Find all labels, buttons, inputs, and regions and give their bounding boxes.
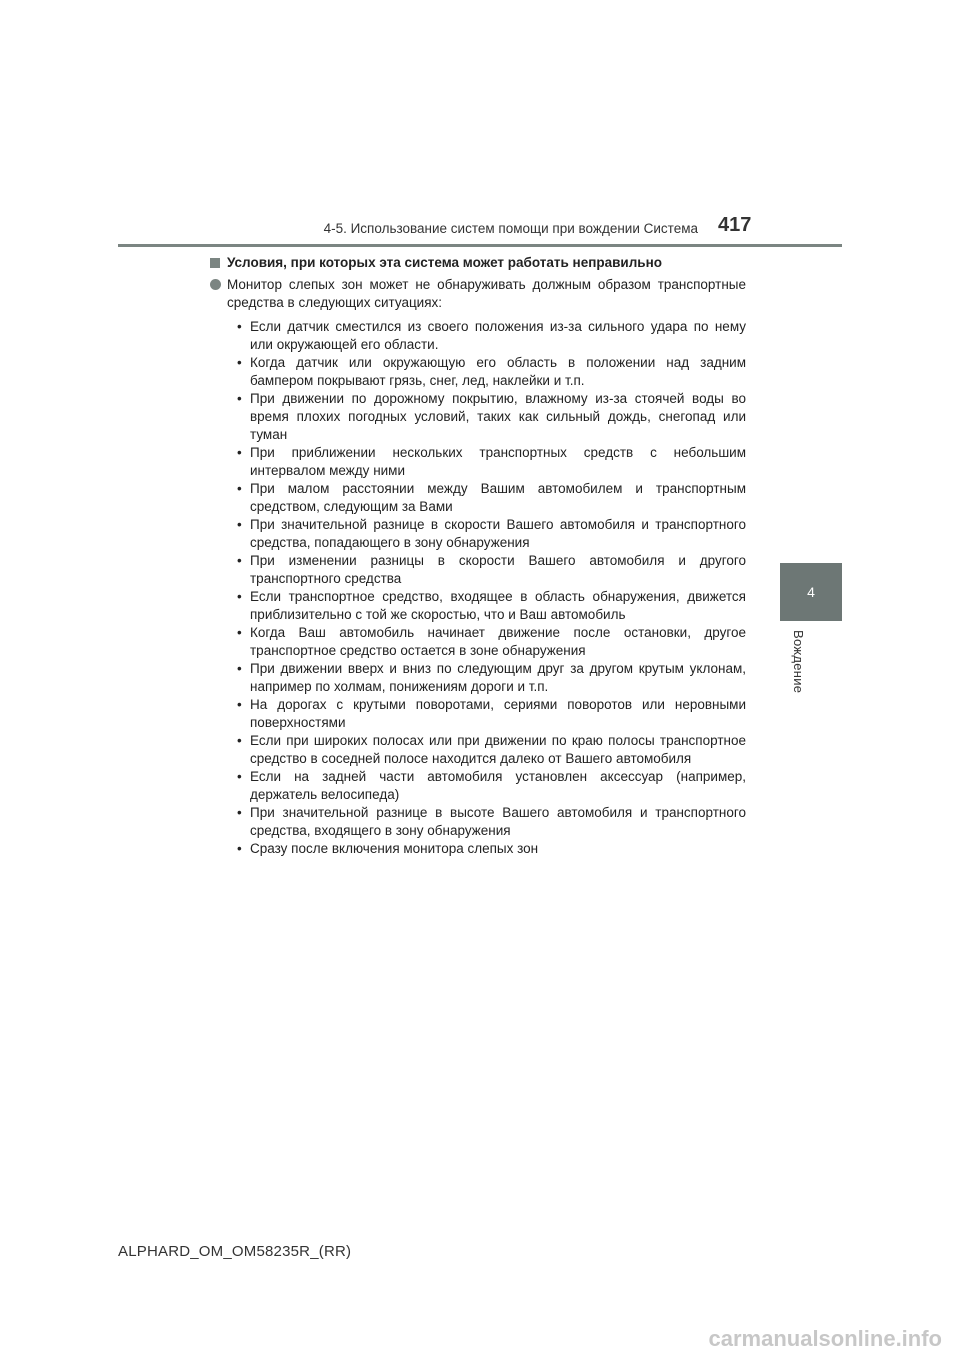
list-item: • Когда Ваш автомобиль начинает движение после остановки, другое транспортное средство остается в зоне обнаружения: [237, 625, 746, 658]
list-item: • Если датчик сместился из своего положения из-за сильного удара по нему или окружающей его области.: [237, 319, 746, 352]
bullet-icon: •: [237, 445, 242, 460]
bullet-icon: •: [237, 589, 242, 604]
main-content: [210, 254, 746, 858]
document-code: ALPHARD_OM_OM58235R_(RR): [118, 1243, 352, 1260]
running-header-title: 4-5. Использование систем помощи при вождении Система: [323, 221, 698, 236]
page-number: 417: [718, 214, 752, 236]
list-item: • Если на задней части автомобиля установлен аксессуар (например, держатель велосипеда): [237, 769, 746, 802]
bullet-icon: •: [237, 391, 242, 406]
list-item: • При малом расстоянии между Вашим автомобилем и транспортным средством, следующим за Вами: [237, 481, 746, 514]
section-heading-text: Условия, при которых эта система может работать неправильно: [227, 255, 662, 270]
chapter-label: Вождение: [791, 630, 806, 694]
list-item: • Если транспортное средство, входящее в область обнаружения, движется приблизительно с той же скоростью, что и Ваш автомобиль: [237, 589, 746, 622]
list-item: • При движении вверх и вниз по следующим друг за другом крутым уклонам, например по холмам, понижениям дороги и т.п.: [237, 661, 746, 694]
intro-paragraph: [210, 276, 746, 312]
list-item: • Если при широких полосах или при движении по краю полосы транспортное средство в соседней полосе находится далеко от Вашего автомобиля: [237, 733, 746, 766]
bullet-icon: •: [237, 517, 242, 532]
bullet-icon: •: [237, 697, 242, 712]
header-divider: [118, 244, 842, 247]
square-bullet-icon: [210, 258, 220, 268]
bullet-icon: •: [237, 805, 242, 820]
list-item: • На дорогах с крутыми поворотами, сериями поворотов или неровными поверхностями: [237, 697, 746, 730]
bullet-icon: •: [237, 355, 242, 370]
bullet-icon: •: [237, 661, 242, 676]
list-item: • Когда датчик или окружающую его область в положении над задним бампером покрывают грязь, снег, лед, наклейки и т.п.: [237, 355, 746, 388]
bullet-icon: •: [237, 625, 242, 640]
bullet-icon: •: [237, 481, 242, 496]
section-heading: [210, 254, 746, 272]
list-item: • При значительной разнице в скорости Вашего автомобиля и транспортного средства, попадающего в зону обнаружения: [237, 517, 746, 550]
list-item: • Сразу после включения монитора слепых зон: [237, 841, 539, 856]
list-item: • При значительной разнице в высоте Вашего автомобиля и транспортного средства, входящего в зону обнаружения: [237, 805, 746, 838]
chapter-tab: [780, 563, 842, 621]
bullet-icon: •: [237, 769, 242, 784]
list-item: • При приближении нескольких транспортных средств с небольшим интервалом между ними: [237, 445, 746, 478]
circle-bullet-icon: [210, 279, 221, 290]
condition-list: [210, 318, 746, 858]
list-item: • При изменении разницы в скорости Вашего автомобиля и другого транспортного средства: [237, 553, 746, 586]
watermark-text: carmanualsonline.info: [708, 1326, 942, 1351]
bullet-icon: •: [237, 553, 242, 568]
bullet-icon: •: [237, 733, 242, 748]
intro-text: Монитор слепых зон может не обнаруживать должным образом транспортные средства в следующих ситуациях:: [227, 277, 746, 310]
bullet-icon: •: [237, 319, 242, 334]
bullet-icon: •: [237, 841, 242, 856]
list-item: • При движении по дорожному покрытию, влажному из-за стоячей воды во время плохих погодных условий, таких как сильный дождь, снегопад или туман: [237, 391, 746, 442]
chapter-number: 4: [807, 584, 815, 600]
